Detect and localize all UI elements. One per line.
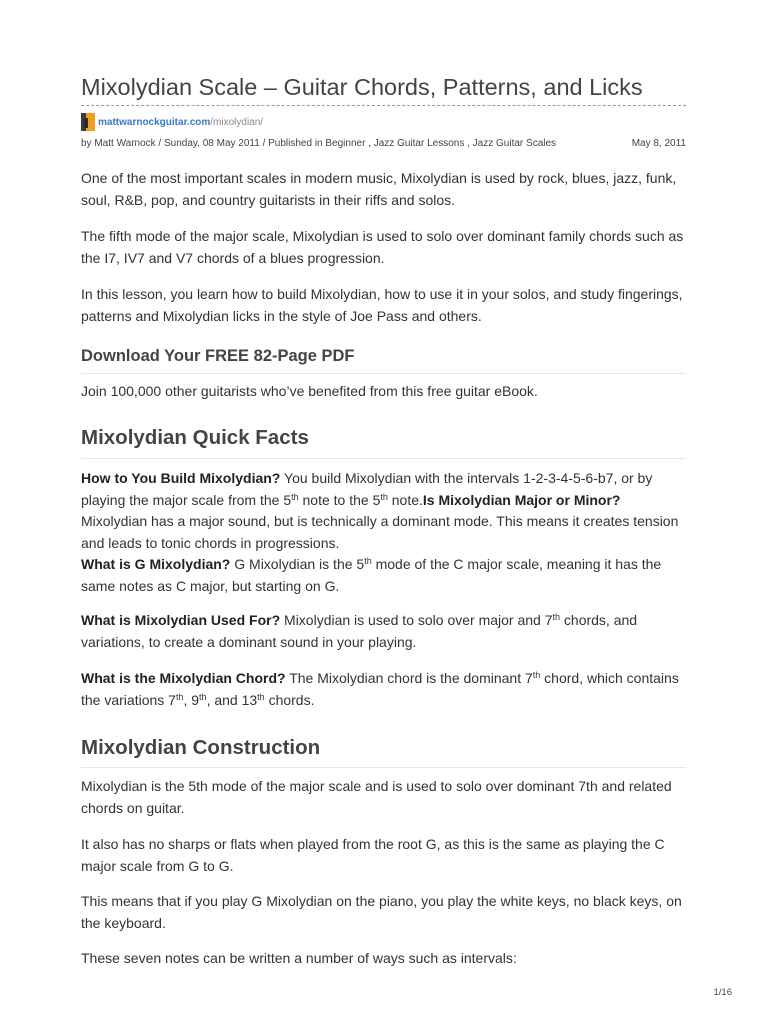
fact-chord: What is the Mixolydian Chord? The Mixolydian chord is the dominant 7th chord, which contains the variations 7th, 9th, and 13th chords. bbox=[81, 670, 679, 708]
source-domain[interactable]: mattwarnockguitar.com bbox=[98, 116, 211, 128]
construction-paragraph-1: Mixolydian is the 5th mode of the major scale and is used to solo over dominant 7th and related chords on guitar. bbox=[81, 778, 672, 816]
source-path[interactable]: /mixolydian/ bbox=[210, 116, 264, 128]
publish-date: May 8, 2011 bbox=[631, 138, 686, 149]
fact-build-question: How to You Build Mixolydian? bbox=[81, 470, 281, 486]
quick-facts-heading: Mixolydian Quick Facts bbox=[81, 426, 309, 449]
construction-paragraph-3: This means that if you play G Mixolydian on the piano, you play the white keys, no black keys, on the keyboard. bbox=[81, 893, 682, 931]
page-number: 1/16 bbox=[713, 987, 732, 998]
intro-paragraph-1: One of the most important scales in modern music, Mixolydian is used by rock, blues, jazz, funk, soul, R&B, pop, and country guitarists in their riffs and solos. bbox=[81, 170, 677, 208]
download-text: Join 100,000 other guitarists who’ve benefited from this free guitar eBook. bbox=[81, 383, 538, 399]
fact-major-minor-question: Is Mixolydian Major or Minor? bbox=[422, 491, 621, 508]
title-divider bbox=[81, 105, 686, 106]
download-divider bbox=[81, 373, 686, 374]
fact-chord-question: What is the Mixolydian Chord? bbox=[81, 670, 286, 686]
construction-heading: Mixolydian Construction bbox=[81, 736, 321, 759]
download-heading: Download Your FREE 82-Page PDF bbox=[81, 347, 355, 365]
construction-paragraph-4: These seven notes can be written a number of ways such as intervals: bbox=[81, 950, 517, 966]
fact-g-mixolydian-question: What is G Mixolydian? bbox=[81, 556, 231, 573]
fact-used-for-question: What is Mixolydian Used For? bbox=[81, 612, 281, 628]
site-logo-icon bbox=[81, 113, 95, 131]
fact-used-for: What is Mixolydian Used For? Mixolydian is used to solo over major and 7th chords, and variations, to create a dominant sound in your playing. bbox=[81, 612, 638, 650]
construction-paragraph-2: It also has no sharps or flats when played from the root G, as this is the same as playing the C major scale from G to G. bbox=[81, 836, 665, 874]
source-link[interactable] bbox=[81, 113, 263, 131]
fact-build: How to You Build Mixolydian? You build Mixolydian with the intervals 1-2-3-4-5-6-b7, or by playing the major scale from the 5th note to the 5th note.Is Mixolydian Major or Minor? Mixolydian has a major sound, but is technically a dominant mode. This means it creates tension and leads to tonic chords in progressions. What is G Mixolydian? G Mixolydian is the 5th mode of the C major scale, meaning it has the same notes as C major, but starting on G. bbox=[81, 470, 679, 594]
page-title: Mixolydian Scale – Guitar Chords, Patterns, and Licks bbox=[81, 74, 643, 100]
quick-facts-divider bbox=[81, 458, 686, 459]
intro-paragraph-2: The fifth mode of the major scale, Mixolydian is used to solo over dominant family chords such as the I7, IV7 and V7 chords of a blues progression. bbox=[81, 228, 684, 266]
intro-paragraph-3: In this lesson, you learn how to build Mixolydian, how to use it in your solos, and study fingerings, patterns and Mixolydian licks in the style of Joe Pass and others. bbox=[81, 286, 683, 324]
byline bbox=[81, 138, 686, 149]
construction-divider bbox=[81, 767, 686, 768]
byline-text: by Matt Warnock / Sunday, 08 May 2011 / Published in Beginner , Jazz Guitar Lessons , Jazz Guitar Scales bbox=[81, 138, 557, 149]
